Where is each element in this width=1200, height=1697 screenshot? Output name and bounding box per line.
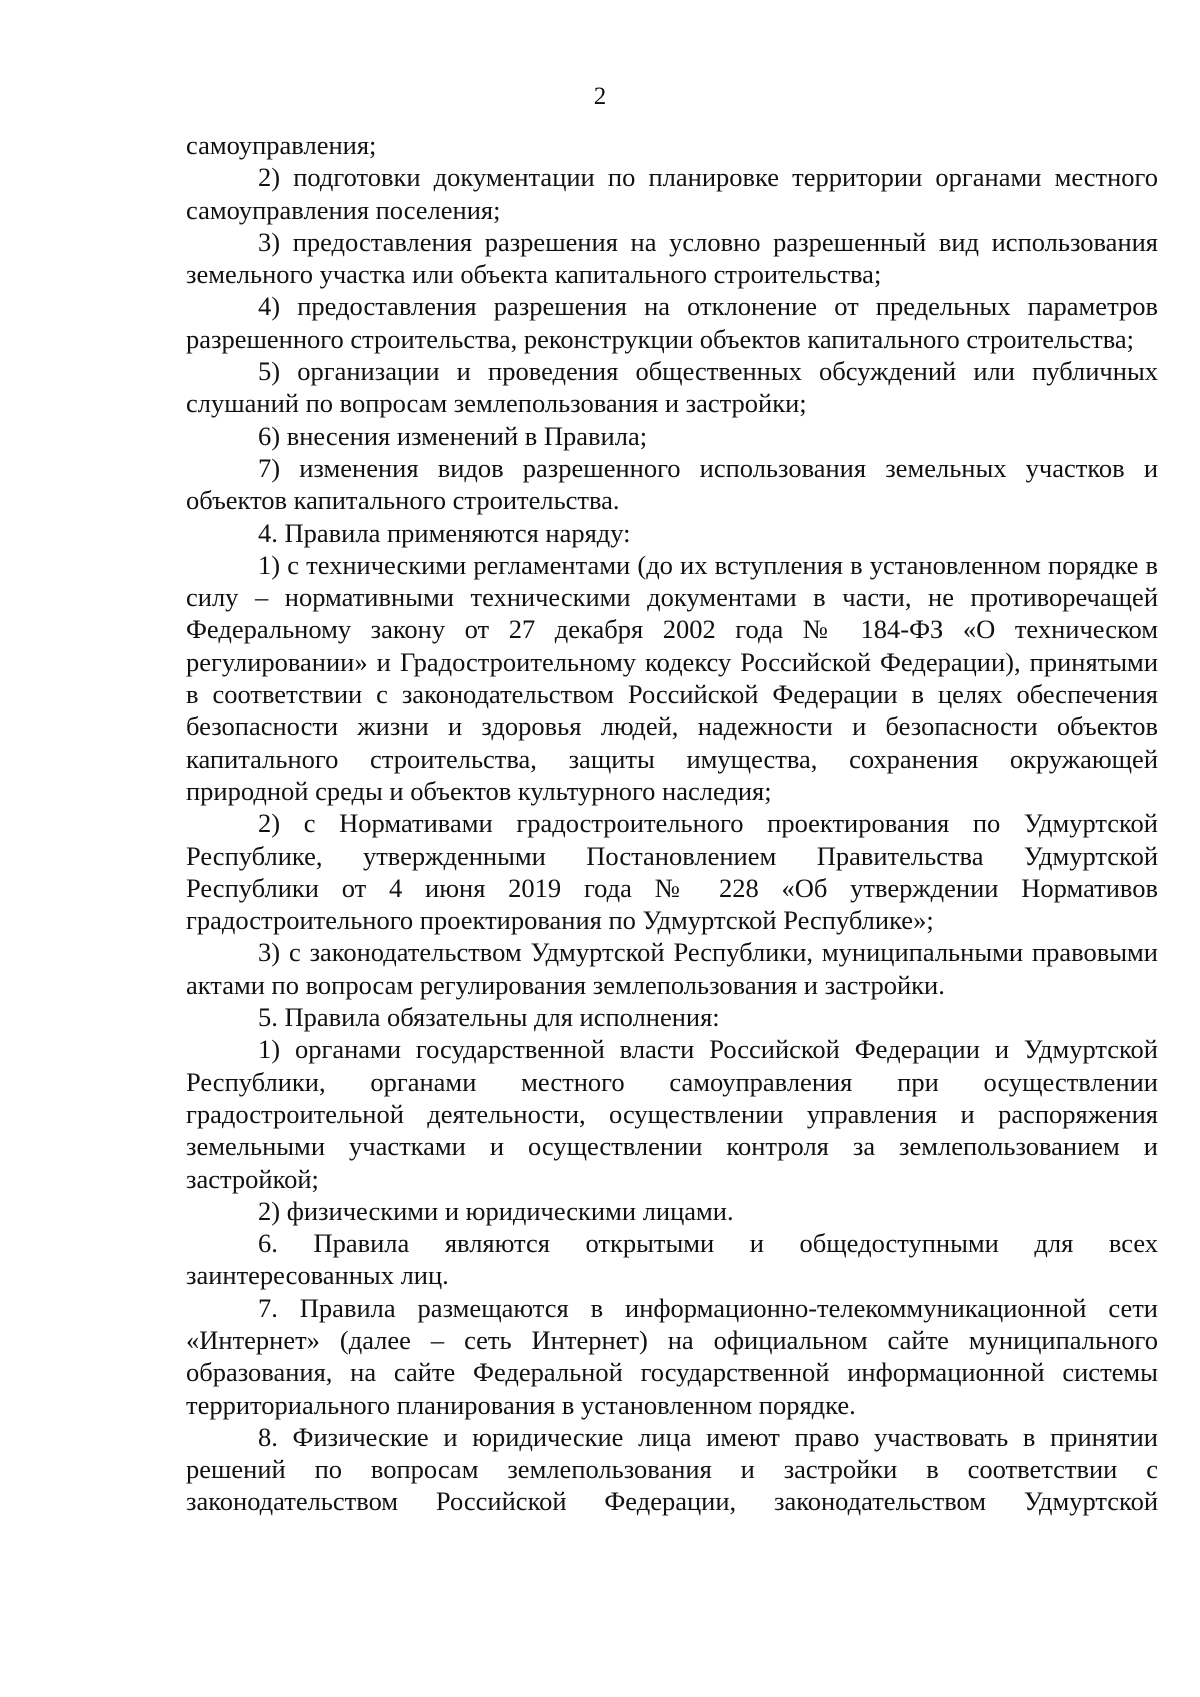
- paragraph: 4. Правила применяются наряду:: [258, 517, 631, 548]
- paragraph: 1) органами государственной власти Российской Федерации и Удмуртской Республики, органами местного самоуправления при осуществлении градостроительной деятельности, осуществлении управления и распоряжения земельными участками и осуществлении контроля за землепользованием и застройкой;: [186, 1034, 1158, 1194]
- page-number: 2: [593, 83, 607, 110]
- document-body: [186, 129, 1158, 1518]
- paragraph: самоуправления;: [186, 130, 377, 160]
- paragraph: 7) изменения видов разрешенного использования земельных участков и объектов капитального строительства.: [186, 452, 1158, 516]
- paragraph: 7. Правила размещаются в информационно-телекоммуникационной сети «Интернет» (далее – сеть Интернет) на официальном сайте муниципального образования, на сайте Федеральной государственной информационной системы территориального планирования в установленном порядке.: [186, 1292, 1158, 1420]
- paragraph: 1) с техническими регламентами (до их вступления в установленном порядке в силу – нормативными техническими документами в части, не противоречащей Федеральному закону от 27 декабря 2002 года № 184-ФЗ «О техническом регулировании» и Градостроительному кодексу Российской Федерации), принятыми в соответствии с законодательством Российской Федерации в целях обеспечения безопасности жизни и здоровья людей, надежности и безопасности объектов капитального строительства, защиты имущества, сохранения окружающей природной среды и объектов культурного наследия;: [186, 549, 1158, 806]
- paragraph: 2) с Нормативами градостроительного проектирования по Удмуртской Республике, утвержденными Постановлением Правительства Удмуртской Республики от 4 июня 2019 года № 228 «Об утверждении Нормативов градостроительного проектирования по Удмуртской Республике»;: [186, 808, 1158, 936]
- paragraph: 8. Физические и юридические лица имеют право участвовать в принятии решений по вопросам землепользования и застройки в соответствии с законодательством Российской Федерации, законодательством Удмуртской: [186, 1421, 1158, 1517]
- paragraph: 2) подготовки документации по планировке территории органами местного самоуправления поселения;: [186, 162, 1158, 225]
- paragraph: 3) с законодательством Удмуртской Республики, муниципальными правовыми актами по вопросам регулирования землепользования и застройки.: [186, 937, 1158, 1000]
- paragraph: 6. Правила являются открытыми и общедоступными для всех заинтересованных лиц.: [186, 1228, 1158, 1291]
- paragraph: 2) физическими и юридическими лицами.: [258, 1195, 734, 1226]
- paragraph: 5) организации и проведения общественных обсуждений или публичных слушаний по вопросам землепользования и застройки;: [186, 356, 1158, 419]
- paragraph: 6) внесения изменений в Правила;: [258, 420, 648, 451]
- paragraph: 4) предоставления разрешения на отклонение от предельных параметров разрешенного строительства, реконструкции объектов капитального строительства;: [186, 291, 1158, 354]
- paragraph: 3) предоставления разрешения на условно разрешенный вид использования земельного участка или объекта капитального строительства;: [186, 226, 1158, 290]
- paragraph: 5. Правила обязательны для исполнения:: [258, 1002, 720, 1033]
